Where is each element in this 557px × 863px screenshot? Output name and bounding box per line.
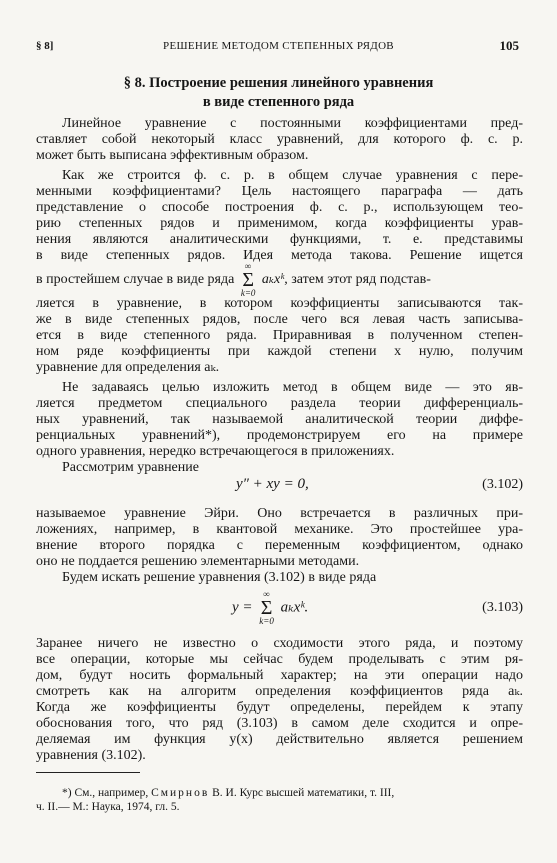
p7-line-2: все операции, которые мы сейчас будем проделывать с этим ря- xyxy=(36,652,523,667)
p3-line-4: ренциальных уравнений*), продемонстрируем его на примере xyxy=(36,428,523,443)
p7-line-5: Когда же коэффициенты будут определены, перейдем к этапу xyxy=(36,700,523,715)
section-title-line-2: в виде степенного ряда xyxy=(202,94,355,110)
equation-3-103-expr xyxy=(232,590,308,626)
p1-line-2: ставляет собой некоторый класс уравнений, для которого ф. с. р. xyxy=(36,132,523,147)
p2-line-6: в виде степенных рядов. Идея метода такова. Решение ищется xyxy=(36,248,523,263)
p5-line-1: называемое уравнение Эйри. Оно встречается в различных при- xyxy=(36,506,523,521)
equation-3-103-lhs: y = xyxy=(232,599,253,616)
eq-sum-upper-limit: ∞ xyxy=(263,589,270,599)
eq-sum-lower-limit: k=0 xyxy=(259,616,274,626)
p7-line-8: уравнения (3.102). xyxy=(36,748,146,763)
p4-line: Рассмотрим уравнение xyxy=(62,460,199,475)
p2-rest-line-2: же в виде степенных рядов, после чего вся левая часть записыва- xyxy=(36,312,523,327)
equation-3-102-number: (3.102) xyxy=(482,477,523,492)
running-title: РЕШЕНИЕ МЕТОДОМ СТЕПЕННЫХ РЯДОВ xyxy=(163,40,394,52)
footnote-line-2: ч. II.— М.: Наука, 1974, гл. 5. xyxy=(36,801,180,813)
p7-line-7: деляемая им функция y(x) действительно является решением xyxy=(36,732,523,747)
p5-line-4: оно не поддается решению элементарными методами. xyxy=(36,554,360,569)
p7-line-1: Заранее ничего не известно о сходимости этого ряда, и поэтому xyxy=(36,636,523,651)
p2-sum-text-after: , затем этот ряд подстав- xyxy=(284,272,431,288)
p3-line-2: ляется предметом специального раздела теории дифференциаль- xyxy=(36,396,523,411)
equation-3-102-expr: y″ + xy = 0, xyxy=(236,476,309,492)
p7-line-3: дом, будут носить формальный характер; на эти операции надо xyxy=(36,668,523,683)
p7-line-6: обоснования того, что ряд (3.103) в самом деле сходится и опре- xyxy=(36,716,523,731)
page-number: 105 xyxy=(499,38,519,53)
p6-line: Будем искать решение уравнения (3.102) в виде ряда xyxy=(62,570,377,585)
p2-line-1: Как же строится ф. с. р. в общем случае уравнения с пере- xyxy=(62,168,523,183)
p3-line-1: Не задаваясь целью изложить метод в общем виде — это яв- xyxy=(62,380,523,395)
p2-rest-line-5: уравнение для определения aₖ. xyxy=(36,360,220,375)
footnote-rule xyxy=(36,772,140,773)
p2-line-2: менными коэффициентами? Цель настоящего параграфа — дать xyxy=(36,184,523,199)
footnote-line-1 xyxy=(36,786,523,800)
inline-sum xyxy=(241,262,256,298)
sum-term: aₖxᵏ xyxy=(261,272,285,288)
p3-line-3: ных уравнений, так называемой аналитической теории диффе- xyxy=(36,412,523,427)
p2-line-3: представление о способе построения ф. с. р., использующем тео- xyxy=(36,200,523,215)
sigma-symbol: Σ xyxy=(242,269,254,291)
p7-line-4: смотреть как на алгоритм определения коэффициентов ряда aₖ. xyxy=(36,684,523,699)
sum-lower-limit: k=0 xyxy=(240,288,256,298)
section-title xyxy=(60,74,497,112)
p2-sum-text-before: в простейшем случае в виде ряда xyxy=(36,272,235,288)
equation-3-103-number: (3.103) xyxy=(482,600,523,615)
p5-line-2: ложениях, например, в квантовой механике. Это простейшее ура- xyxy=(36,522,523,537)
p1-line-3: может быть выписана эффективным образом. xyxy=(36,148,309,163)
footnote-suffix: В. И. Курс высшей математики, т. III, xyxy=(212,787,395,799)
p3-line-5: одного уравнения, нередко встречающегося в приложениях. xyxy=(36,444,395,459)
p5-line-3: внение второго порядка с переменным коэффициентом, однако xyxy=(36,538,523,553)
equation-3-103-sum xyxy=(259,590,274,626)
p2-line-4: рию степенных рядов и применимом, когда коэффициенты урав- xyxy=(36,216,523,231)
section-marker: § 8] xyxy=(36,40,54,52)
p2-line-5: нения являются аналитическими функциями, т. е. представимы xyxy=(36,232,523,247)
p2-rest-line-1: ляется в уравнение, в котором коэффициенты записываются так- xyxy=(36,296,523,311)
footnote-prefix: *) См., например, xyxy=(62,787,149,799)
p2-rest-line-4: ном ряде коэффициенты при каждой степени x нулю, получим xyxy=(36,344,523,359)
sum-upper-limit: ∞ xyxy=(244,261,252,271)
p1-line-1: Линейное уравнение с постоянными коэффициентами пред- xyxy=(62,116,523,131)
footnote-author: Смирнов xyxy=(151,787,210,799)
equation-3-103-term: aₖxᵏ. xyxy=(280,599,309,616)
p2-rest-line-3: ется в виде степенного ряда. Приравнивая в полученном степен- xyxy=(36,328,523,343)
equation-3-103 xyxy=(36,588,523,628)
eq-sigma-symbol: Σ xyxy=(260,597,273,619)
p2-sum-line xyxy=(36,262,523,298)
equation-3-102 xyxy=(36,476,523,496)
section-title-line-1: § 8. Построение решения линейного уравнения xyxy=(123,75,434,91)
